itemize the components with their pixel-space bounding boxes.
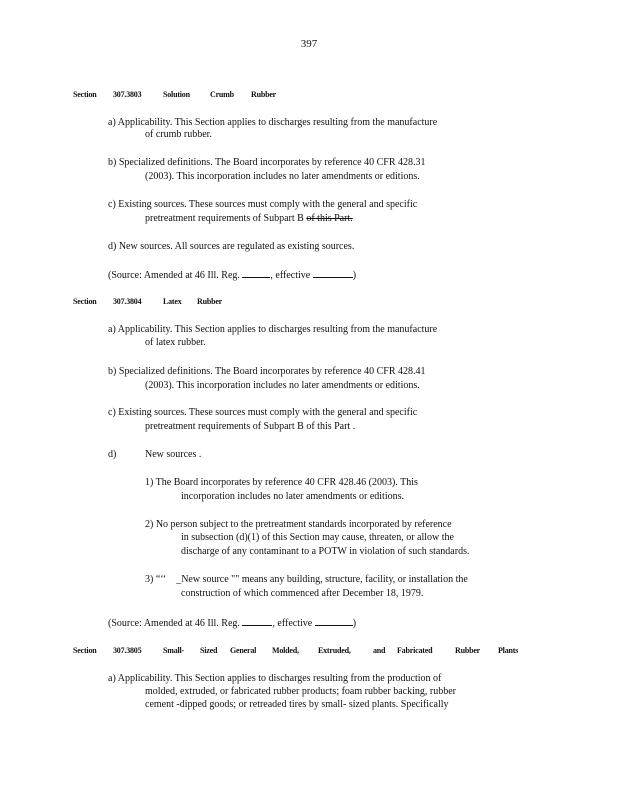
paragraph-line: (2003). This incorporation includes no later amendments or editions.: [145, 171, 420, 182]
section-title-word: Rubber: [197, 297, 223, 306]
paragraph-line: incorporation includes no later amendments or editions.: [181, 491, 404, 502]
blank-line: [315, 616, 353, 626]
section-title-word: Sized: [200, 646, 218, 655]
list-label: 3) “‘‘: [145, 574, 167, 585]
paragraph-line: of latex rubber.: [145, 337, 206, 348]
paragraph-line: (2003). This incorporation includes no later amendments or editions.: [145, 380, 420, 391]
source-note: [108, 616, 356, 630]
section-number: 307.3803: [113, 90, 142, 99]
section-title-word: Fabricated: [397, 646, 433, 655]
source-text: ): [352, 270, 357, 281]
section-label: Section: [73, 646, 97, 655]
paragraph-line: discharge of any contaminant to a POTW in violation of such standards.: [181, 546, 470, 557]
paragraph-line: b) Specialized definitions. The Board incorporates by reference 40 CFR 428.31: [108, 157, 426, 168]
paragraph-line: New sources .: [145, 449, 202, 460]
paragraph-text: _New source "" means any building, structure, facility, or installation the: [176, 574, 468, 585]
paragraph-line: a) Applicability. This Section applies to discharges resulting from the manufacture: [108, 324, 438, 335]
paragraph-line: [145, 213, 353, 225]
section-title-word: Latex: [163, 297, 182, 306]
section-number: 307.3804: [113, 297, 142, 306]
source-text: (Source: Amended at 46 Ill. Reg.: [108, 618, 240, 629]
section-title-word: and: [373, 646, 386, 655]
section-title-word: Rubber: [455, 646, 481, 655]
paragraph-line: d) New sources. All sources are regulated as existing sources.: [108, 241, 355, 252]
paragraph-line: cement -dipped goods; or retreaded tires by small- sized plants. Specifically: [145, 699, 449, 710]
section-title-word: Plants: [498, 646, 519, 655]
paragraph-line: c) Existing sources. These sources must comply with the general and specific: [108, 407, 418, 418]
paragraph-text: pretreatment requirements of Subpart B: [145, 213, 304, 224]
blank-line: [313, 268, 353, 278]
source-text: (Source: Amended at 46 Ill. Reg.: [108, 270, 240, 281]
paragraph-line: c) Existing sources. These sources must comply with the general and specific: [108, 199, 418, 210]
section-number: 307.3805: [113, 646, 142, 655]
paragraph-line: [145, 574, 468, 586]
source-note: [108, 268, 356, 282]
source-text: , effective: [272, 618, 313, 629]
section-title-word: Solution: [163, 90, 190, 99]
section-title-word: Rubber: [251, 90, 277, 99]
page-number: 397: [300, 38, 318, 50]
paragraph-line: of crumb rubber.: [145, 129, 212, 140]
paragraph-line: 2) No person subject to the pretreatment standards incorporated by reference: [145, 519, 452, 530]
paragraph-line: pretreatment requirements of Subpart B of this Part .: [145, 421, 356, 432]
section-title-word: Extruded,: [318, 646, 351, 655]
section-title-word: Molded,: [272, 646, 299, 655]
paragraph-line: a) Applicability. This Section applies to discharges resulting from the production of: [108, 673, 442, 684]
struck-text: of this Part.: [306, 213, 353, 224]
blank-line: [242, 268, 270, 278]
blank-line: [242, 616, 272, 626]
paragraph-line: a) Applicability. This Section applies to discharges resulting from the manufacture: [108, 117, 438, 128]
paragraph-line: 1) The Board incorporates by reference 40 CFR 428.46 (2003). This: [145, 477, 418, 488]
paragraph-line: in subsection (d)(1) of this Section may cause, threaten, or allow the: [181, 532, 454, 543]
paragraph-line: molded, extruded, or fabricated rubber products; foam rubber backing, rubber: [145, 686, 456, 697]
source-text: , effective: [270, 270, 311, 281]
list-label: d): [108, 449, 117, 460]
section-label: Section: [73, 297, 97, 306]
source-text: ): [352, 618, 357, 629]
section-title-word: Crumb: [210, 90, 234, 99]
paragraph-line: construction of which commenced after December 18, 1979.: [181, 588, 424, 599]
section-title-word: Small-: [163, 646, 185, 655]
section-label: Section: [73, 90, 97, 99]
paragraph-line: b) Specialized definitions. The Board incorporates by reference 40 CFR 428.41: [108, 366, 426, 377]
section-title-word: General: [230, 646, 257, 655]
